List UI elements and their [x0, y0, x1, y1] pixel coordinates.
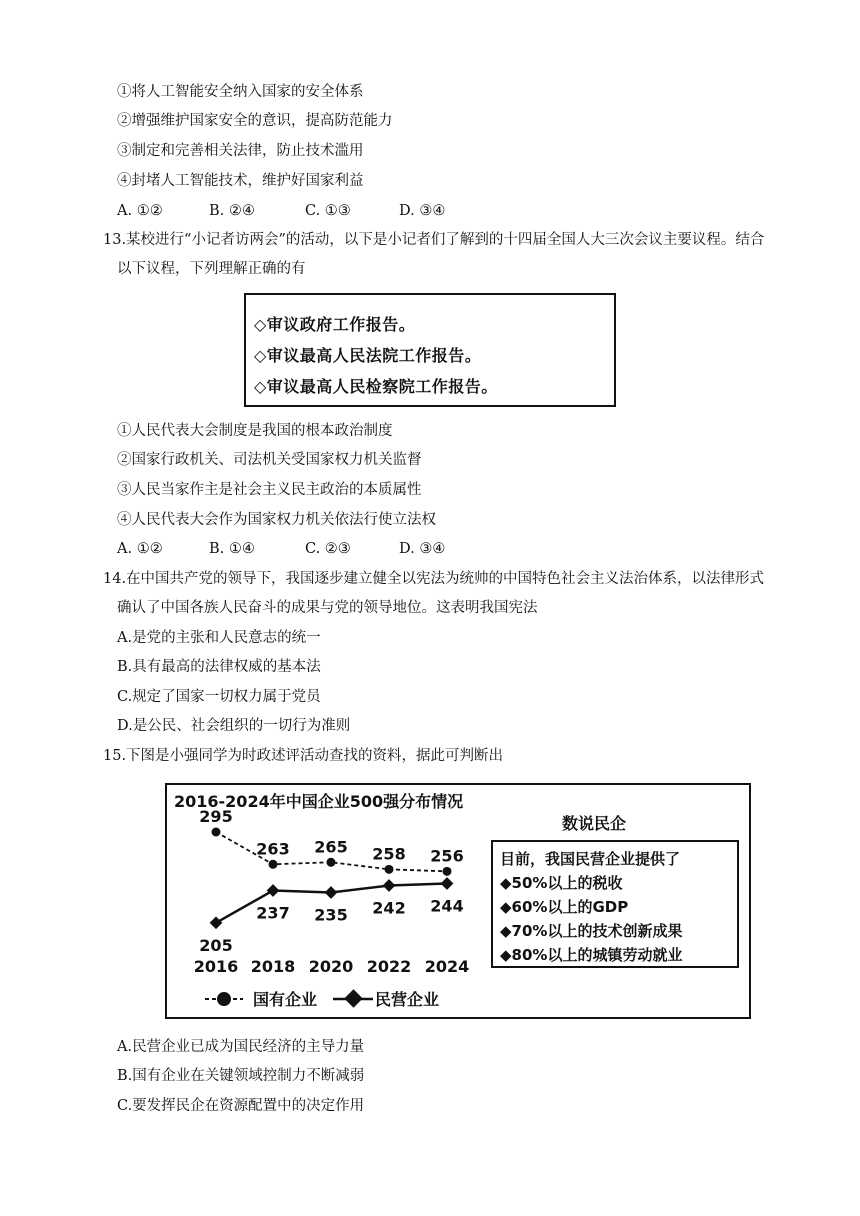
private-point — [325, 886, 338, 899]
soe-data-label: 256 — [430, 846, 464, 866]
legend-soe-label: 国有企业 — [253, 990, 318, 1009]
q13-option-d[interactable]: D. ③④ — [399, 541, 446, 557]
soe-point — [269, 860, 278, 869]
soe-point — [212, 828, 221, 837]
q14-option-c[interactable]: C.规定了国家一切权力属于党员 — [117, 689, 321, 705]
private-point — [210, 916, 223, 929]
legend-soe-marker — [217, 992, 231, 1006]
q12-option-b[interactable]: B. ②④ — [209, 203, 255, 219]
sidebar-line-1: 目前，我国民营企业提供了 — [500, 850, 681, 868]
q14-option-a[interactable]: A.是党的主张和人民意志的统一 — [117, 630, 321, 646]
agenda-item-1: ◇审议政府工作报告。 — [254, 315, 416, 334]
agenda-item-3: ◇审议最高人民检察院工作报告。 — [254, 377, 498, 396]
private-point — [441, 877, 454, 890]
q12-option-a[interactable]: A. ①② — [117, 203, 163, 219]
sidebar-line-3: ◆60%以上的GDP — [500, 898, 629, 916]
q13-item-3: ③人民当家作主是社会主义民主政治的本质属性 — [117, 482, 422, 498]
q13-item-1: ①人民代表大会制度是我国的根本政治制度 — [117, 423, 393, 439]
legend-private-label: 民营企业 — [375, 990, 440, 1009]
soe-data-label: 263 — [256, 839, 290, 859]
q15-option-a[interactable]: A.民营企业已成为国民经济的主导力量 — [117, 1039, 365, 1055]
soe-data-label: 265 — [314, 837, 348, 857]
q12-option-d[interactable]: D. ③④ — [399, 203, 446, 219]
q13-item-2: ②国家行政机关、司法机关受国家权力机关监督 — [117, 452, 422, 468]
q13-option-b[interactable]: B. ①④ — [209, 541, 255, 557]
q14-stem-line1: 14.在中国共产党的领导下，我国逐步建立健全以宪法为统帅的中国特色社会主义法治体系，以法律形式 — [103, 571, 765, 587]
agenda-item-2: ◇审议最高人民法院工作报告。 — [254, 346, 482, 365]
q14-option-d[interactable]: D.是公民、社会组织的一切行为准则 — [117, 718, 351, 734]
q13-options — [117, 539, 445, 559]
private-data-label: 235 — [314, 905, 348, 925]
q12-item-4: ④封堵人工智能技术，维护好国家利益 — [117, 173, 364, 189]
q12-options — [117, 201, 445, 221]
chart-legend — [205, 989, 439, 1009]
sidebar-line-5: ◆80%以上的城镇劳动就业 — [500, 946, 683, 964]
sidebar-line-4: ◆70%以上的技术创新成果 — [500, 922, 683, 940]
chart-svg — [167, 785, 753, 1021]
q15-option-b[interactable]: B.国有企业在关键领域控制力不断减弱 — [117, 1068, 365, 1084]
q12-item-3: ③制定和完善相关法律，防止技术滥用 — [117, 143, 364, 159]
private-data-label: 244 — [430, 896, 464, 916]
private-point — [267, 884, 280, 897]
q13-option-a[interactable]: A. ①② — [117, 541, 163, 557]
q12-item-1: ①将人工智能安全纳入国家的安全体系 — [117, 84, 364, 100]
legend-private-marker — [344, 989, 362, 1007]
x-tick-label: 2022 — [366, 957, 412, 976]
soe-point — [327, 858, 336, 867]
x-tick-label: 2018 — [250, 957, 296, 976]
q12-option-c[interactable]: C. ①③ — [305, 203, 351, 219]
q14-option-b[interactable]: B.具有最高的法律权威的基本法 — [117, 659, 321, 675]
private-data-label: 242 — [372, 898, 406, 918]
sidebar-line-2: ◆50%以上的税收 — [500, 874, 623, 892]
q15-stem: 15.下图是小强同学为时政述评活动查找的资料，据此可判断出 — [103, 748, 504, 764]
q13-option-c[interactable]: C. ②③ — [305, 541, 351, 557]
soe-data-label: 258 — [372, 844, 406, 864]
enterprise-chart — [165, 783, 751, 1019]
soe-data-label: 295 — [199, 807, 233, 826]
q13-stem-line2: 以下议程，下列理解正确的有 — [117, 261, 306, 277]
q13-stem-line1: 13.某校进行“小记者访两会”的活动，以下是小记者们了解到的十四届全国人大三次会议主要议程。结合 — [103, 232, 765, 248]
q13-item-4: ④人民代表大会作为国家权力机关依法行使立法权 — [117, 512, 436, 528]
private-point — [383, 879, 396, 892]
q15-option-c[interactable]: C.要发挥民企在资源配置中的决定作用 — [117, 1098, 365, 1114]
soe-point — [385, 865, 394, 874]
soe-point — [443, 867, 452, 876]
private-data-label: 205 — [199, 935, 233, 955]
q14-stem-line2: 确认了中国各族人民奋斗的成果与党的领导地位。这表明我国宪法 — [117, 600, 538, 616]
chart-plot — [194, 807, 470, 976]
sidebar-title: 数说民企 — [561, 814, 627, 833]
x-tick-label: 2016 — [193, 957, 239, 976]
q13-agenda-box — [244, 293, 616, 407]
private-data-label: 237 — [256, 903, 290, 923]
x-tick-label: 2020 — [308, 957, 354, 976]
q12-item-2: ②增强维护国家安全的意识，提高防范能力 — [117, 113, 393, 129]
chart-title: 2016-2024年中国企业500强分布情况 — [174, 792, 464, 811]
x-tick-label: 2024 — [424, 957, 470, 976]
